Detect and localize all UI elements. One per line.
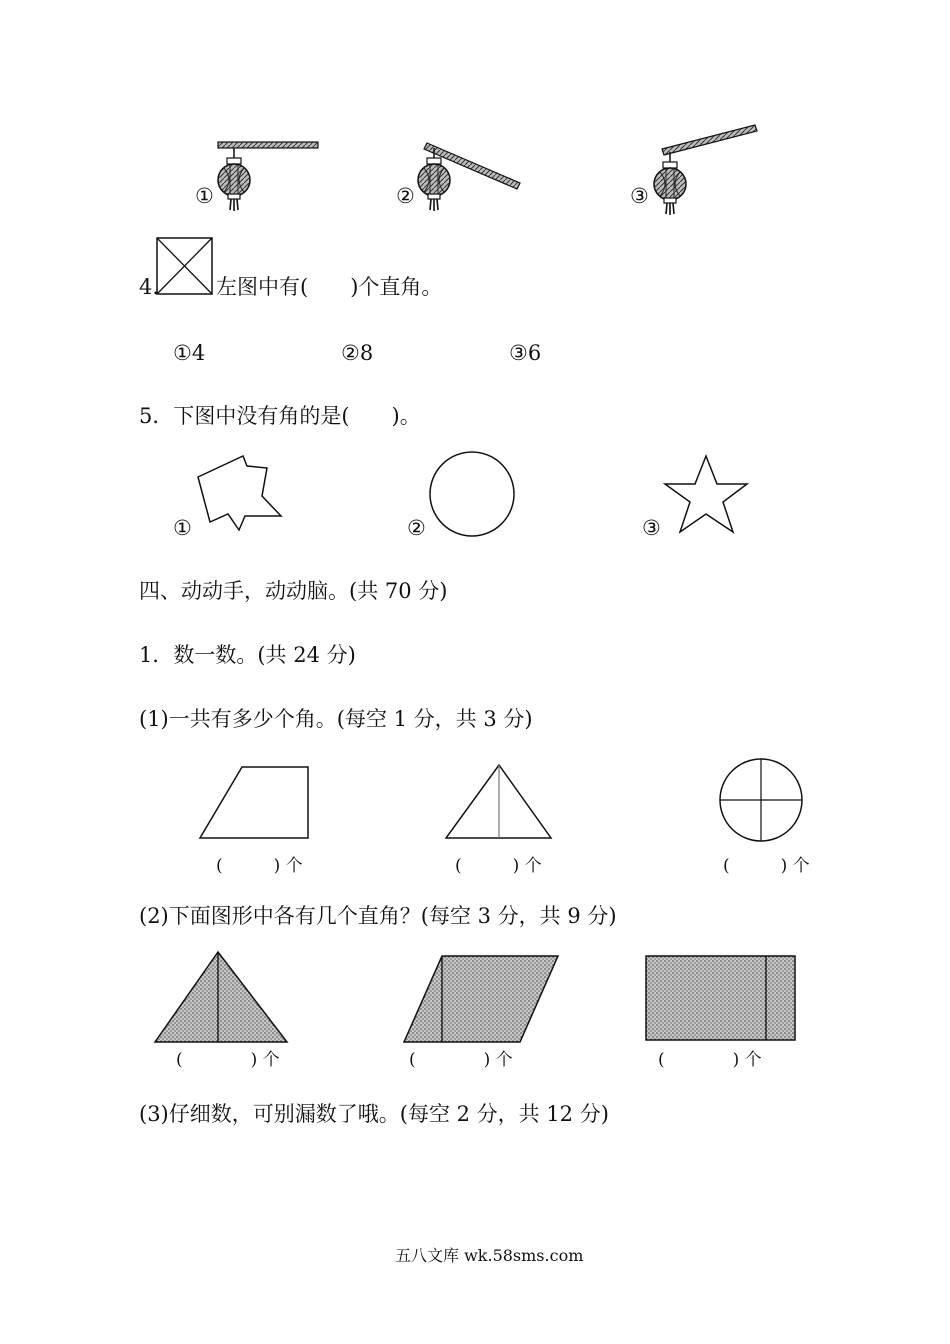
q3-option-3: ③	[630, 184, 649, 208]
irregular-polygon-figure	[198, 456, 281, 530]
q4-option-1: ①4	[173, 341, 206, 365]
q4-number: 4.	[139, 275, 160, 299]
q4-option-3: ③6	[509, 341, 542, 365]
shaded-parallelogram-figure	[404, 956, 558, 1042]
answer-blank-shaded-triangle: ( ) 个	[176, 1050, 280, 1070]
circle-quartered-figure	[720, 759, 802, 841]
shaded-rectangle-figure	[646, 956, 795, 1040]
q3-option-2: ②	[396, 184, 415, 208]
trapezoid-figure	[200, 767, 308, 838]
lantern-figure-2	[418, 143, 520, 211]
q5-option-2: ②	[407, 516, 426, 540]
shaded-triangle-figure	[155, 952, 287, 1042]
answer-blank-trapezoid: ( ) 个	[216, 856, 303, 876]
q5-question: 5．下图中没有角的是( )。	[139, 404, 421, 428]
triangle-with-median-figure	[446, 765, 551, 838]
star-figure	[665, 456, 747, 532]
q5-option-3: ③	[642, 516, 661, 540]
answer-blank-triangle: ( ) 个	[455, 856, 542, 876]
q4-option-2: ②8	[341, 341, 374, 365]
subproblem-2-title: (2)下面图形中各有几个直角？(每空 3 分，共 9 分)	[139, 904, 617, 928]
subproblem-1-title: (1)一共有多少个角。(每空 1 分，共 3 分)	[139, 707, 533, 731]
subproblem-3-title: (3)仔细数，可别漏数了哦。(每空 2 分，共 12 分)	[139, 1102, 609, 1126]
answer-blank-shaded-parallelogram: ( ) 个	[409, 1050, 513, 1070]
problem-1-title: 1．数一数。(共 24 分)	[139, 643, 356, 667]
lantern-figure-1	[218, 142, 318, 211]
circle-figure	[430, 452, 514, 536]
q4-question: 左图中有( )个直角。	[216, 275, 443, 299]
answer-blank-shaded-rectangle: ( ) 个	[658, 1050, 762, 1070]
answer-blank-circle: ( ) 个	[723, 856, 810, 876]
q5-option-1: ①	[173, 516, 192, 540]
page-footer: 五八文库 wk.58sms.com	[395, 1246, 584, 1265]
lantern-figure-3	[654, 125, 757, 215]
section-4-title: 四、动动手，动动脑。(共 70 分)	[139, 579, 448, 603]
square-with-diagonals-figure	[157, 238, 212, 294]
q3-option-1: ①	[195, 184, 214, 208]
